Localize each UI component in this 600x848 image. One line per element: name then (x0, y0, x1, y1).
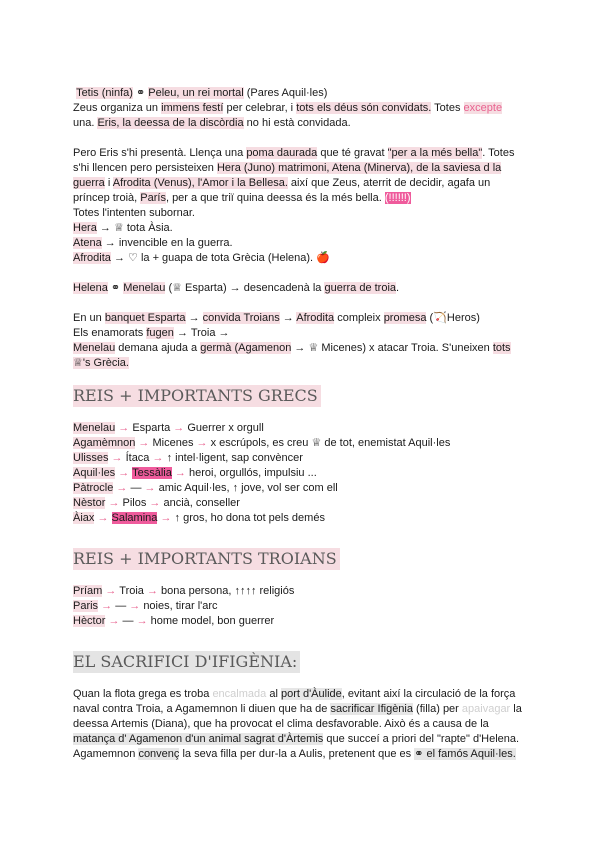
trojan-king-name: Hèctor (73, 615, 106, 627)
highlight: Afrodita (73, 252, 111, 264)
highlight: (!!!!!!) (384, 192, 411, 204)
highlight: "per a la més bella" (387, 147, 483, 159)
arrow-icon: → (98, 600, 116, 612)
arrow-icon: → (105, 615, 123, 627)
highlight: Hera (73, 222, 97, 234)
highlight: Afrodita (296, 312, 335, 324)
text: Totes (431, 102, 464, 114)
sacrifice-line-1 (73, 687, 533, 702)
highlight: Menelau (123, 282, 166, 294)
greek-king-name: Ulisses (73, 452, 109, 464)
arrow-icon: → (149, 452, 167, 464)
trojan-king-description: home model, bon guerrer (150, 615, 275, 627)
arrow-icon: → (141, 482, 159, 494)
notes-page (73, 86, 533, 762)
text: la seva filla per dur-la a Aulis, pretenent que es (179, 748, 415, 760)
text: . Totes (482, 147, 515, 159)
greek-king-row (73, 466, 533, 481)
greek-king-description: heroi, orgullós, impulsiu ... (188, 467, 317, 479)
text: → (279, 312, 297, 324)
trojan-king-name: Príam (73, 585, 103, 597)
arrow-icon: → (143, 585, 162, 597)
text: → invencible en la guerra. (101, 237, 233, 249)
text: → Troia → (173, 327, 230, 339)
highlight: germà (Agamenon (200, 342, 292, 354)
sacrifice-line-2 (73, 702, 533, 717)
text: Pero Eris s'hi presentà. Llença una (73, 147, 247, 159)
arrow-icon: → (135, 437, 153, 449)
arrow-icon: → (102, 585, 120, 597)
greek-king-description: ancià, conseller (163, 497, 240, 509)
highlight-peleu: Peleu, un rei mortal (148, 87, 244, 99)
greek-king-place: Pilos (122, 497, 147, 509)
text: → (185, 312, 203, 324)
greek-king-place: Tessàlia (132, 467, 172, 479)
trojan-king-row (73, 614, 533, 629)
highlight: Eris, la deessa de la discòrdia (97, 117, 244, 129)
text: que té gravat (317, 147, 388, 159)
highlight: Menelau (73, 342, 116, 354)
apple-line-3 (73, 176, 533, 191)
greek-king-row (73, 451, 533, 466)
greek-list (73, 421, 533, 526)
highlight-tetis: Tetis (ninfa) (76, 87, 133, 99)
greek-king-row (73, 421, 533, 436)
helena-line-3 (73, 326, 533, 341)
helena-line-5 (73, 356, 533, 371)
highlight: immens festí (161, 102, 224, 114)
apple-line-2 (73, 161, 533, 176)
text: En un (73, 312, 105, 324)
highlight: París (140, 192, 166, 204)
arrow-icon: → (170, 422, 188, 434)
highlight: convida Troians (202, 312, 280, 324)
text: la (510, 703, 522, 715)
trojan-king-description: bona persona, ↑↑↑↑ religiós (161, 585, 295, 597)
highlight: Helena (73, 282, 108, 294)
highlight: poma daurada (246, 147, 318, 159)
greek-king-name: Menelau (73, 422, 116, 434)
text: → ♕ Micenes) x atacar Troia. S'uneixen (291, 342, 493, 354)
section-heading-trojans: REIS + IMPORTANTS TROIANS (73, 548, 340, 570)
trojan-heading-wrap (73, 548, 533, 570)
arrow-icon: → (115, 422, 133, 434)
apple-line-6 (73, 221, 533, 236)
text: no hi està convidada. (243, 117, 351, 129)
trojan-king-row (73, 599, 533, 614)
section-heading-sacrifice: EL SACRIFICI D'IFIGÈNIA: (73, 651, 300, 673)
arrow-icon: → (113, 482, 131, 494)
text: Zeus organiza un (73, 102, 162, 114)
text: així que Zeus, aterrit de decidir, agafa un (287, 177, 491, 189)
highlight: convenç (138, 748, 180, 760)
arrow-icon: → (94, 512, 112, 524)
text: (♕ Esparta) → desencadenà la (165, 282, 325, 294)
section-heading-greeks: REIS + IMPORTANTS GRECS (73, 385, 321, 407)
text: → ♡ la + guapa de tota Grècia (Helena). 🍎 (110, 252, 330, 264)
apple-line-8 (73, 251, 533, 266)
highlight: tots (492, 342, 511, 354)
highlight: promesa (383, 312, 427, 324)
helena-line-4 (73, 341, 533, 356)
text: (filla) per (413, 703, 462, 715)
apple-line-4 (73, 191, 533, 206)
trojan-king-place: — (115, 600, 127, 612)
greek-king-place: Esparta (132, 422, 171, 434)
greek-king-name: Agamèmnon (73, 437, 136, 449)
sacrifice-line-4 (73, 732, 533, 747)
text: Quan la flota grega es troba (73, 688, 213, 700)
greek-king-description: ↑ intel·ligent, sap convèncer (166, 452, 303, 464)
greek-king-description: amic Aquil·les, ↑ jove, vol ser com ell (158, 482, 338, 494)
text: que succeí a priori del "rapte" d'Helena. (323, 733, 520, 745)
text: s'hi llencen pero persisteixen (73, 162, 217, 174)
trojan-list (73, 584, 533, 629)
trojan-king-description: noies, tirar l'arc (143, 600, 218, 612)
greek-king-name: Pàtrocle (73, 482, 114, 494)
trojan-king-name: Paris (73, 600, 99, 612)
greek-king-row (73, 511, 533, 526)
greek-heading-wrap (73, 385, 533, 407)
text: (Pares Aquil·les) (243, 87, 328, 99)
text: i (104, 177, 113, 189)
arrow-icon: → (157, 512, 175, 524)
text: una. (73, 117, 98, 129)
text: (🏹Heros) (426, 312, 480, 324)
highlight: Hera (Juno) matrimoni, Atena (Minerva), de la saviesa d la (216, 162, 502, 174)
trojan-king-place: — (122, 615, 134, 627)
trojan-king-place: Troia (119, 585, 144, 597)
helena-line-2 (73, 311, 533, 326)
highlight: sacrificar Ifigènia (330, 703, 413, 715)
arrow-icon: → (171, 467, 189, 479)
greek-king-row (73, 481, 533, 496)
apple-line-7 (73, 236, 533, 251)
highlight: excepte (463, 102, 503, 114)
text: príncep troià, (73, 192, 141, 204)
greek-king-description: Guerrer x orgull (187, 422, 264, 434)
text: Agamemnon (73, 748, 139, 760)
sacrifice-heading-wrap (73, 651, 533, 673)
arrow-icon: → (115, 467, 133, 479)
highlight: guerra (73, 177, 105, 189)
text: Els enamorats (73, 327, 147, 339)
marriage-icon: ⚭ (132, 87, 149, 99)
greek-king-place: Ítaca (125, 452, 150, 464)
text: demana ajuda a (115, 342, 201, 354)
sacrifice-line-5 (73, 747, 533, 762)
highlight: Atena (73, 237, 102, 249)
apple-line-5: Totes l'intenten subornar. (73, 207, 195, 219)
greek-king-row (73, 496, 533, 511)
arrow-icon: → (146, 497, 164, 509)
greek-king-description: x escrúpols, es creu ♕ de tot, enemistat Aquil·les (210, 437, 451, 449)
faded-text: encalmada (212, 688, 267, 700)
text: compleix (334, 312, 384, 324)
highlight: guerra de troia (324, 282, 397, 294)
text: → ♕ tota Àsia. (96, 222, 173, 234)
arrow-icon: → (105, 497, 123, 509)
highlight: banquet Esparta (104, 312, 186, 324)
highlight: tots els déus són convidats. (296, 102, 432, 114)
text: per celebrar, i (223, 102, 297, 114)
greek-king-description: ↑ gros, ho dona tot pels demés (174, 512, 325, 524)
text: . (396, 282, 400, 294)
text: , per a que triï quina deessa és la més bella. (165, 192, 385, 204)
greek-king-name: Àiax (73, 512, 95, 524)
faded-text: apaivagar (461, 703, 511, 715)
greek-king-place: — (130, 482, 142, 494)
greek-king-name: Aquil·les (73, 467, 116, 479)
text: al (266, 688, 281, 700)
greek-king-place: Salamina (111, 512, 158, 524)
marriage-icon: ⚭ (107, 282, 124, 294)
highlight: fugen (146, 327, 174, 339)
greek-king-place: Micenes (152, 437, 194, 449)
greek-king-row (73, 436, 533, 451)
highlight: matança d' Agamenon d'un animal sagrat d'Àrtemis (73, 733, 324, 745)
intro-line-2 (73, 101, 533, 116)
arrow-icon: → (108, 452, 126, 464)
text: , evitant així la circulació de la força (341, 688, 516, 700)
highlight: ♕'s Grècia. (73, 357, 129, 369)
arrow-icon: → (193, 437, 211, 449)
intro-line-3 (73, 116, 533, 131)
greek-king-name: Nèstor (73, 497, 106, 509)
trojan-king-row (73, 584, 533, 599)
highlight: Afrodita (Venus), l'Amor i la Bellesa. (112, 177, 288, 189)
highlight: port d'Àulide (280, 688, 342, 700)
intro-line-1 (73, 86, 533, 101)
text: naval contra Troia, a Agamemnon li diuen que ha de (73, 703, 331, 715)
helena-line-1 (73, 281, 533, 296)
sacrifice-line-3: deessa Artemis (Diana), que ha provocat el clima desfavorable. Això és a causa de la (73, 718, 489, 730)
arrow-icon: → (126, 600, 144, 612)
apple-line-1 (73, 146, 533, 161)
highlight: ⚭ el famós Aquil·les. (414, 748, 516, 760)
arrow-icon: → (133, 615, 151, 627)
